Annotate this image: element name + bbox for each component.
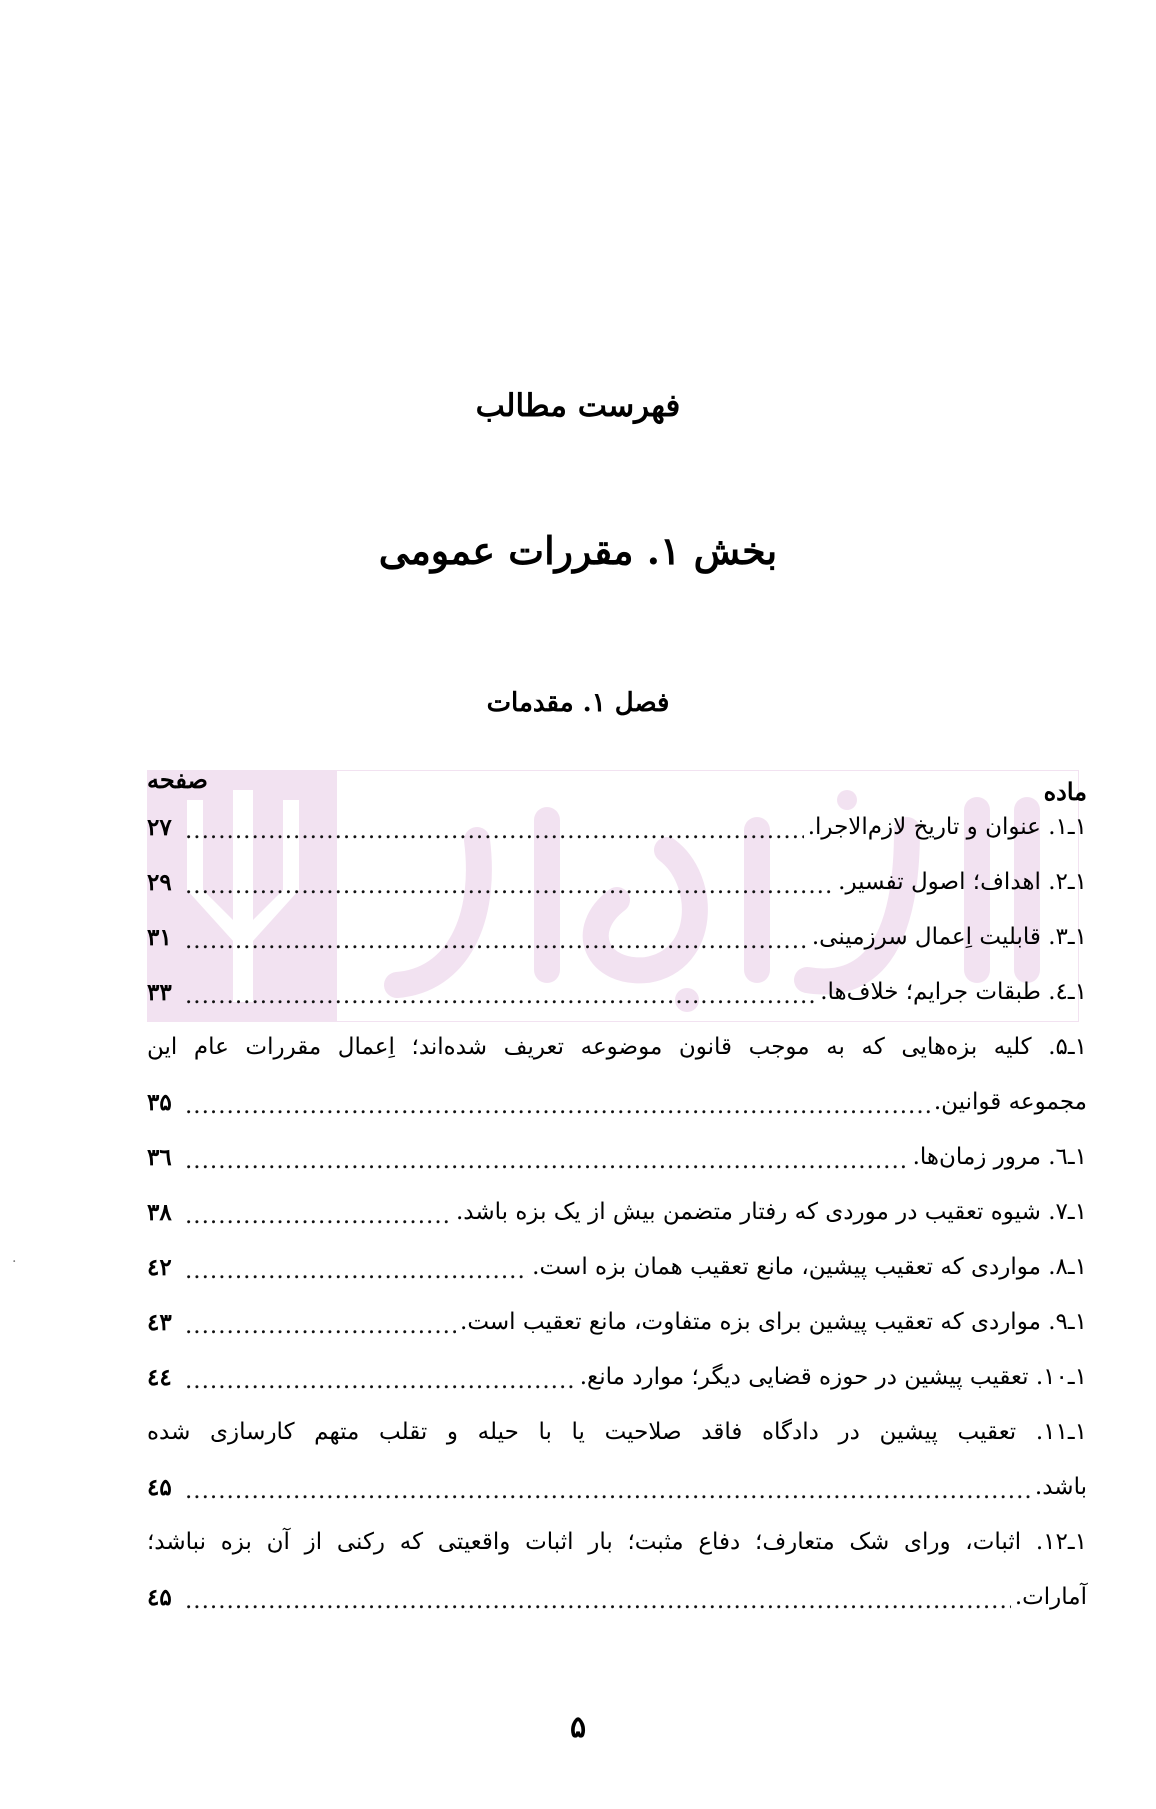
part-title: بخش ۱. مقررات عمومی xyxy=(378,528,778,573)
toc-entry-text: ۱ـ۵. کلیه بزه‌هایی که به موجب قانون موضوعه تعریف شده‌اند؛ اِعمال مقررات عام این xyxy=(147,1034,1087,1060)
article-column-header: ماده xyxy=(1043,777,1087,806)
toc-entry-page-number: ٤۵ xyxy=(147,1584,172,1611)
chapter-title: فصل ۱. مقدمات xyxy=(486,688,670,718)
toc-entry[interactable] xyxy=(147,1295,1087,1350)
toc-entry-text: ۱ـ۲. اهداف؛ اصول تفسیر. xyxy=(838,869,1087,895)
toc-entry-page-number: ۲۹ xyxy=(147,869,172,896)
toc-entry-text: ۱ـ۷. شیوه تعقیب در موردی که رفتار متضمن بیش از یک بزه باشد. xyxy=(455,1199,1087,1225)
toc-entry-last-line xyxy=(147,1240,1087,1295)
toc-entry-last-line xyxy=(147,1350,1087,1405)
toc-entry-last-line xyxy=(147,855,1087,910)
toc-entries xyxy=(147,800,1087,1625)
toc-entry-page-number: ۳۳ xyxy=(147,979,172,1006)
toc-entry[interactable] xyxy=(147,1185,1087,1240)
toc-entry-page-number: ۳۸ xyxy=(147,1199,172,1226)
dot-leader xyxy=(185,1261,528,1281)
toc-entry-text: مجموعه قوانین. xyxy=(933,1089,1087,1115)
toc-entry[interactable] xyxy=(147,1240,1087,1295)
toc-entry-page-number: ۳٦ xyxy=(147,1144,172,1171)
table-of-contents xyxy=(147,760,1087,1625)
toc-entry-text: ۱ـ۱۱. تعقیب پیشین در دادگاه فاقد صلاحیت یا با حیله و تقلب متهم کارسازی شده xyxy=(147,1419,1087,1445)
toc-entry-text: ۱ـ۱۲. اثبات، ورای شک متعارف؛ دفاع مثبت؛ بار اثبات واقعیتی که رکنی از آن بزه نباشد؛ xyxy=(147,1529,1087,1555)
toc-entry-page-number: ٤۵ xyxy=(147,1474,172,1501)
toc-entry-text: ۱ـ۱. عنوان و تاریخ لازم‌الاجرا. xyxy=(807,814,1087,840)
toc-entry-text: باشد. xyxy=(1034,1474,1087,1500)
toc-entry[interactable] xyxy=(147,855,1087,910)
toc-entry-text: ۱ـ۳. قابلیت اِعمال سرزمینی. xyxy=(811,924,1087,950)
toc-entry[interactable] xyxy=(147,1405,1087,1515)
toc-entry-text: ۱ـ۸. مواردی که تعقیب پیشین، مانع تعقیب همان بزه است. xyxy=(532,1254,1087,1280)
toc-entry[interactable] xyxy=(147,800,1087,855)
toc-entry-page-number: ٤۲ xyxy=(147,1254,172,1281)
toc-entry[interactable] xyxy=(147,1020,1087,1130)
dot-leader xyxy=(185,821,804,841)
toc-entry-page-number: ۳۱ xyxy=(147,924,172,951)
toc-entry-page-number: ٤٤ xyxy=(147,1364,172,1391)
dot-leader xyxy=(185,986,816,1006)
toc-entry-last-line xyxy=(147,910,1087,965)
toc-entry[interactable] xyxy=(147,1350,1087,1405)
toc-column-headers xyxy=(147,760,1087,806)
toc-entry[interactable] xyxy=(147,910,1087,965)
dot-leader xyxy=(185,931,808,951)
toc-entry-text: ۱ـ۹. مواردی که تعقیب پیشین برای بزه متفاوت، مانع تعقیب است. xyxy=(460,1309,1087,1335)
dot-leader xyxy=(185,1316,456,1336)
dot-leader xyxy=(185,1206,452,1226)
toc-entry-line xyxy=(147,1515,1087,1570)
dot-leader xyxy=(185,1591,1011,1611)
dot-leader xyxy=(185,876,834,896)
toc-entry-last-line xyxy=(147,1185,1087,1240)
toc-entry-last-line xyxy=(147,965,1087,1020)
toc-entry-last-line xyxy=(147,1460,1087,1515)
page-column-header: صفحه xyxy=(147,765,208,794)
toc-entry-page-number: ۲۷ xyxy=(147,814,172,841)
toc-entry-line xyxy=(147,1020,1087,1075)
toc-entry-last-line xyxy=(147,800,1087,855)
toc-entry-last-line xyxy=(147,1130,1087,1185)
toc-entry[interactable] xyxy=(147,965,1087,1020)
toc-entry-last-line xyxy=(147,1295,1087,1350)
toc-entry-line xyxy=(147,1405,1087,1460)
dot-leader xyxy=(185,1151,909,1171)
toc-title: فهرست مطالب xyxy=(475,388,681,424)
dot-leader xyxy=(185,1371,576,1391)
toc-entry-page-number: ٤۳ xyxy=(147,1309,172,1336)
toc-entry-page-number: ۳۵ xyxy=(147,1089,172,1116)
toc-entry-last-line xyxy=(147,1075,1087,1130)
toc-entry-text: ۱ـ٤. طبقات جرایم؛ خلاف‌ها. xyxy=(820,979,1087,1005)
toc-entry-text: آمارات. xyxy=(1014,1584,1087,1610)
toc-entry-last-line xyxy=(147,1570,1087,1625)
toc-entry[interactable] xyxy=(147,1130,1087,1185)
dot-leader xyxy=(185,1481,1031,1501)
page-number: ۵ xyxy=(569,1710,587,1745)
toc-entry-text: ۱ـ۱۰. تعقیب پیشین در حوزه قضایی دیگر؛ موارد مانع. xyxy=(579,1364,1087,1390)
toc-entry[interactable] xyxy=(147,1515,1087,1625)
margin-mark: . xyxy=(12,1250,17,1266)
dot-leader xyxy=(185,1096,930,1116)
toc-entry-text: ۱ـ٦. مرور زمان‌ها. xyxy=(912,1144,1087,1170)
